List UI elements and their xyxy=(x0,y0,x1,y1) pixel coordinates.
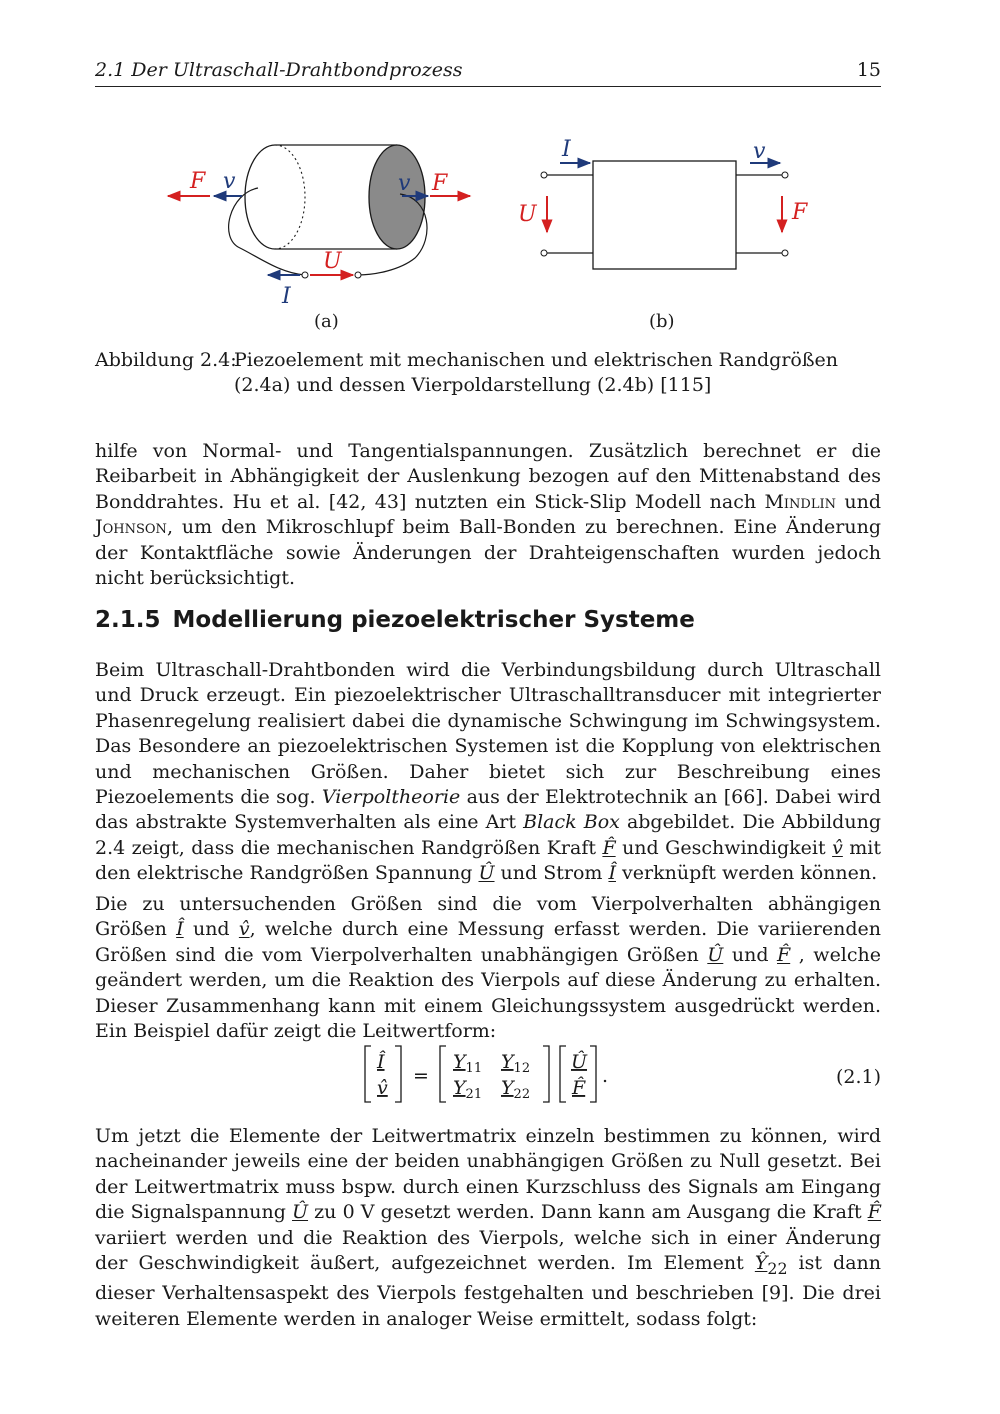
figure-piezo-cylinder xyxy=(160,118,490,308)
label-F-right: F xyxy=(432,171,448,196)
eq-equals: = xyxy=(413,1065,429,1087)
label-I-b: I xyxy=(562,137,571,162)
figure-a-label: (a) xyxy=(314,311,339,332)
paragraph-4: Um jetzt die Elemente der Leitwertmatrix einzeln bestimmen zu können, wird nacheinander jeweils eine der beiden unabhängigen Größen zu Null gesetzt. Bei der Leitwertmatrix muss bspw. durch einen Kurzschluss des Signals am Eingang die Signalspannung Û zu 0 V gesetzt werden. Dann kann am Ausgang die Kraft F̂ variiert werden und die Reaktion des Vierpols, welche sich in einer Änderung der Geschwindigkeit äußert, aufgezeichnet werden. Im Element $Ŷ_{22}$ ist dann dieser Verhaltensaspekt des Vierpols festgehalten und beschrieben [9]. Die drei weiteren Elemente werden in analoger Weise ermittelt, sodass folgt: xyxy=(95,1125,881,1330)
eq-period: . xyxy=(602,1065,609,1087)
figure-b-label: (b) xyxy=(649,311,675,332)
eq-rhs-1: Û xyxy=(571,1051,588,1073)
section-heading xyxy=(95,607,695,633)
label-v-right: v xyxy=(398,171,411,196)
eq-y21: $Y_{21}$ xyxy=(453,1077,483,1102)
label-U: U xyxy=(323,249,342,274)
caption-text: Piezoelement mit mechanischen und elektrischen Randgrößen (2.4a) und dessen Vierpoldarstellung (2.4b) [115] xyxy=(234,349,839,396)
eq-y11: $Y_{11}$ xyxy=(453,1051,483,1076)
label-v-left: v xyxy=(223,169,236,194)
running-header xyxy=(95,58,881,87)
section-number: 2.1.5 xyxy=(95,607,161,633)
paragraph-2: Beim Ultraschall-Drahtbonden wird die Verbindungsbildung durch Ultraschall und Druck erzeugt. Ein piezoelektrischer Ultraschalltransducer mit integrierter Phasenregelung realisiert dabei die dynamische Schwingung im Schwingsystem. Das Besondere an piezoelektrischen Systemen ist die Kopplung von elektrischen und mechanischen Größen. Daher bietet sich zur Beschreibung eines Piezoelements die sog. Vierpoltheorie aus der Elektrotechnik an [66]. Dabei wird das abstrakte Systemverhalten als eine Art Black Box abgebildet. Die Abbildung 2.4 zeigt, dass die mechanischen Randgrößen Kraft F̂ und Geschwindigkeit v̂ mit den elektrische Randgrößen Spannung Û und Strom Î verknüpft werden können. xyxy=(95,659,881,885)
figure-two-port xyxy=(510,118,820,308)
label-v-b: v xyxy=(753,139,766,164)
eq-y12: $Y_{12}$ xyxy=(501,1051,531,1076)
caption-label: Abbildung 2.4: xyxy=(95,349,237,371)
eq-lhs-1: Î xyxy=(377,1051,385,1073)
equation-number: (2.1) xyxy=(835,1066,881,1088)
label-U-b: U xyxy=(518,202,537,227)
eq-y22: $Y_{22}$ xyxy=(501,1077,531,1102)
header-section-title: 2.1 Der Ultraschall-Drahtbondprozess xyxy=(95,59,463,81)
eq-rhs-2: F̂ xyxy=(572,1077,586,1099)
label-F-b: F xyxy=(792,200,808,225)
page-number: 15 xyxy=(856,59,881,81)
equation-2-1 xyxy=(95,1040,881,1108)
author-johnson: Johnson xyxy=(95,516,167,539)
label-F-left: F xyxy=(190,169,206,194)
section-title: Modellierung piezoelektrischer Systeme xyxy=(172,607,695,633)
eq-lhs-2: v̂ xyxy=(377,1077,388,1099)
paragraph-3: Die zu untersuchenden Größen sind die vom Vierpolverhalten abhängigen Größen Î und v̂, welche durch eine Messung erfasst werden. Die variierenden Größen sind die vom Vierpolverhalten unabhängigen Größen Û und F̂ , welche geändert werden, um die Reaktion des Vierpols auf diese Änderung zu erhalten. Dieser Zusammenhang kann mit einem Gleichungssystem ausgedrückt werden. Ein Beispiel dafür zeigt die Leitwertform: xyxy=(95,893,882,1043)
label-I: I xyxy=(282,284,291,308)
equation-matrix xyxy=(95,1040,881,1108)
paragraph-1: hilfe von Normal- und Tangentialspannungen. Zusätzlich berechnet er die Reibarbeit in Abhängigkeit der Auslenkung bezogen auf den Mittenabstand des Bonddrahtes. Hu et al. [42, 43] nutzten ein Stick-Slip Modell nach Mindlin und Johnson, um den Mikroschlupf beim Ball-Bonden zu berechnen. Eine Änderung der Kontaktfläche sowie Änderungen der Drahteigenschaften wurden jedoch nicht berücksichtigt. xyxy=(95,440,881,590)
author-mindlin: Mindlin xyxy=(764,490,836,513)
